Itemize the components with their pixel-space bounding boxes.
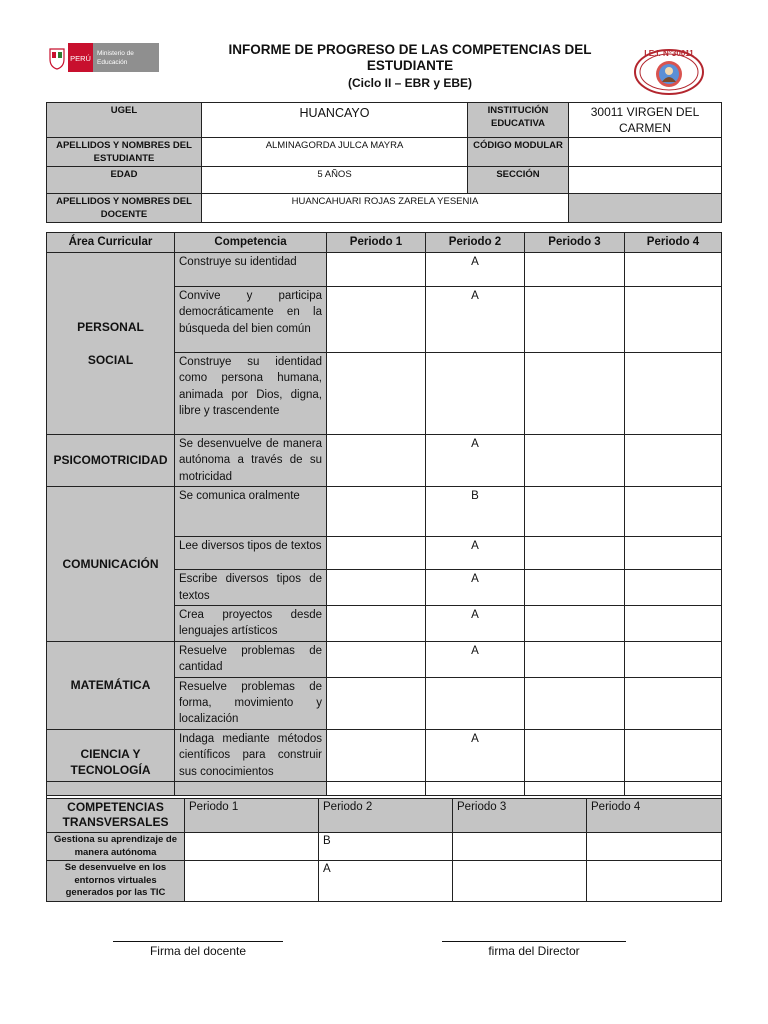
grade-p4 bbox=[587, 861, 722, 902]
grade-p3 bbox=[525, 537, 625, 570]
blank-cell bbox=[569, 194, 722, 223]
ugel-value: HUANCAYO bbox=[202, 103, 468, 138]
grade-p4 bbox=[625, 606, 722, 642]
school-seal-logo bbox=[633, 44, 705, 96]
grade-p1 bbox=[185, 861, 319, 902]
codigo-modular-label: CÓDIGO MODULAR bbox=[468, 138, 569, 167]
grade-p2: A bbox=[426, 606, 525, 642]
document-subtitle: (Ciclo II – EBR y EBE) bbox=[347, 76, 473, 90]
header-periodo-1: Periodo 1 bbox=[327, 233, 426, 253]
header-competencia: Competencia bbox=[175, 233, 327, 253]
grade-p2 bbox=[426, 677, 525, 729]
transversal-label: Se desenvuelve en los entornos virtuales generados por las TIC bbox=[47, 861, 185, 902]
grade-p1 bbox=[327, 677, 426, 729]
grade-p3 bbox=[525, 435, 625, 487]
grade-p2: A bbox=[426, 570, 525, 606]
ugel-label: UGEL bbox=[47, 103, 202, 138]
director-signature-label: firma del Director bbox=[488, 944, 580, 958]
edad-value: 5 AÑOS bbox=[202, 167, 468, 194]
grade-p1 bbox=[327, 287, 426, 353]
area-psicomotricidad: PSICOMOTRICIDAD bbox=[47, 435, 175, 487]
grade-p2: A bbox=[426, 537, 525, 570]
grade-p3 bbox=[525, 606, 625, 642]
estudiante-value: ALMINAGORDA JULCA MAYRA bbox=[202, 138, 468, 167]
transversal-periodo-4: Periodo 4 bbox=[587, 799, 722, 833]
codigo-modular-value bbox=[569, 138, 722, 167]
competencia-cell: Construye su identidad como persona humana, animada por Dios, digna, libre y trascendente bbox=[175, 353, 327, 435]
area-personal-social: PERSONAL SOCIAL bbox=[47, 253, 175, 435]
grade-p4 bbox=[625, 570, 722, 606]
grade-p2: B bbox=[426, 487, 525, 537]
competencies-table bbox=[46, 232, 722, 796]
grade-p3 bbox=[525, 677, 625, 729]
transversal-header: COMPETENCIAS TRANSVERSALES bbox=[47, 799, 185, 833]
institucion-value: 30011 VIRGEN DEL CARMEN bbox=[569, 103, 722, 138]
grade-p2: A bbox=[319, 861, 453, 902]
grade-p4 bbox=[625, 353, 722, 435]
grade-p2: A bbox=[426, 287, 525, 353]
grade-p1 bbox=[327, 353, 426, 435]
area-ciencia-tecnologia: CIENCIA Y TECNOLOGÍA bbox=[47, 729, 175, 795]
grade-p3 bbox=[525, 487, 625, 537]
competencia-cell: Resuelve problemas de cantidad bbox=[175, 641, 327, 677]
grade-p2: A bbox=[426, 641, 525, 677]
grade-p3 bbox=[525, 287, 625, 353]
transversal-label: Gestiona su aprendizaje de manera autónoma bbox=[47, 833, 185, 861]
edad-label: EDAD bbox=[47, 167, 202, 194]
competencia-cell: Crea proyectos desde lenguajes artísticos bbox=[175, 606, 327, 642]
area-matematica: MATEMÁTICA bbox=[47, 641, 175, 729]
grade-p3 bbox=[525, 253, 625, 287]
grade-p1 bbox=[327, 435, 426, 487]
competencia-cell: Construye su identidad bbox=[175, 253, 327, 287]
grade-p2 bbox=[426, 353, 525, 435]
competencia-cell: Indaga mediante métodos científicos para construir sus conocimientos bbox=[175, 729, 327, 795]
institucion-label: INSTITUCIÓN EDUCATIVA bbox=[468, 103, 569, 138]
seccion-label: SECCIÓN bbox=[468, 167, 569, 194]
docente-label: APELLIDOS Y NOMBRES DEL DOCENTE bbox=[47, 194, 202, 223]
grade-p3 bbox=[453, 861, 587, 902]
ministry-country: PERÚ bbox=[70, 54, 91, 63]
transversal-periodo-1: Periodo 1 bbox=[185, 799, 319, 833]
grade-p3 bbox=[525, 641, 625, 677]
area-comunicacion: COMUNICACIÓN bbox=[47, 487, 175, 642]
grade-p2: A bbox=[426, 253, 525, 287]
header-periodo-2: Periodo 2 bbox=[426, 233, 525, 253]
docente-value: HUANCAHUARI ROJAS ZARELA YESENIA bbox=[202, 194, 569, 223]
grade-p4 bbox=[625, 253, 722, 287]
director-signature-line bbox=[442, 941, 626, 942]
transversal-competencies-table bbox=[46, 781, 722, 902]
grade-p1 bbox=[327, 253, 426, 287]
grade-p1 bbox=[185, 833, 319, 861]
competencia-cell: Se comunica oralmente bbox=[175, 487, 327, 537]
competencia-cell: Escribe diversos tipos de textos bbox=[175, 570, 327, 606]
grade-p2: B bbox=[319, 833, 453, 861]
grade-p3 bbox=[453, 833, 587, 861]
grade-p2: A bbox=[426, 729, 525, 795]
grade-p4 bbox=[587, 833, 722, 861]
grade-p1 bbox=[327, 641, 426, 677]
header-periodo-4: Periodo 4 bbox=[625, 233, 722, 253]
ministry-logo bbox=[46, 43, 159, 72]
grade-p3 bbox=[525, 353, 625, 435]
svg-text:Ministerio de: Ministerio de bbox=[97, 50, 134, 57]
grade-p4 bbox=[625, 487, 722, 537]
grade-p1 bbox=[327, 570, 426, 606]
competencia-cell: Lee diversos tipos de textos bbox=[175, 537, 327, 570]
svg-text:Educación: Educación bbox=[97, 59, 128, 66]
transversal-periodo-3: Periodo 3 bbox=[453, 799, 587, 833]
grade-p4 bbox=[625, 641, 722, 677]
student-info-table bbox=[46, 102, 722, 223]
estudiante-label: APELLIDOS Y NOMBRES DEL ESTUDIANTE bbox=[47, 138, 202, 167]
svg-text:I.E.I. N°30011: I.E.I. N°30011 bbox=[644, 49, 694, 58]
grade-p4 bbox=[625, 435, 722, 487]
docente-signature-label: Firma del docente bbox=[149, 944, 247, 958]
grade-p4 bbox=[625, 677, 722, 729]
grade-p4 bbox=[625, 287, 722, 353]
transversal-periodo-2: Periodo 2 bbox=[319, 799, 453, 833]
grade-p2: A bbox=[426, 435, 525, 487]
seccion-value bbox=[569, 167, 722, 194]
spacer-row bbox=[47, 782, 722, 799]
grade-p1 bbox=[327, 537, 426, 570]
grade-p4 bbox=[625, 537, 722, 570]
header-periodo-3: Periodo 3 bbox=[525, 233, 625, 253]
docente-signature-line bbox=[113, 941, 283, 942]
grade-p1 bbox=[327, 606, 426, 642]
grade-p1 bbox=[327, 487, 426, 537]
document-title: INFORME DE PROGRESO DE LAS COMPETENCIAS DEL ESTUDIANTE bbox=[228, 42, 592, 73]
header-area: Área Curricular bbox=[47, 233, 175, 253]
competencia-cell: Se desenvuelve de manera autónoma a través de su motricidad bbox=[175, 435, 327, 487]
competencia-cell: Resuelve problemas de forma, movimiento y localización bbox=[175, 677, 327, 729]
competencia-cell: Convive y participa democráticamente en la búsqueda del bien común bbox=[175, 287, 327, 353]
grade-p3 bbox=[525, 570, 625, 606]
